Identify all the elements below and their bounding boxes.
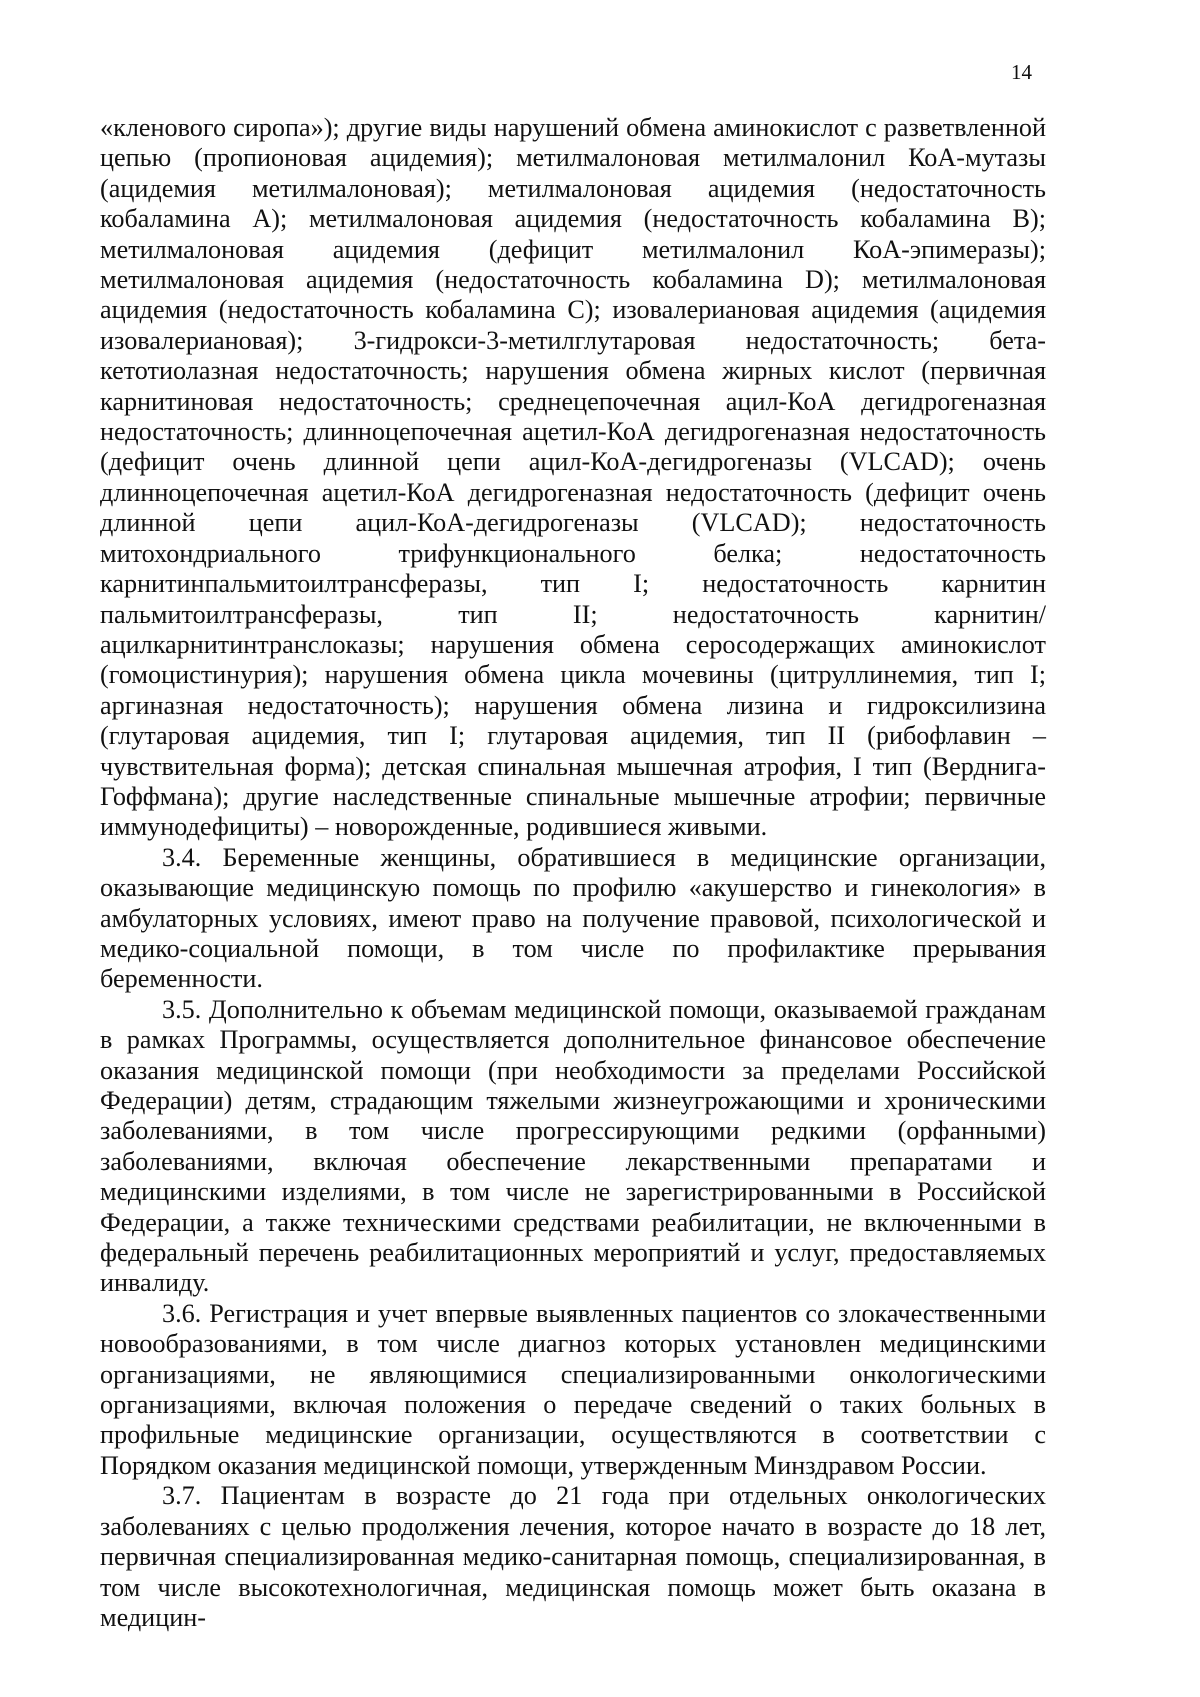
paragraph-3-6: 3.6. Регистрация и учет впервые выявленных пациентов со злокачественными новообразованиями, в том числе диагноз которых установлен медицинскими организациями, не являющимися специализированными онкологическими организациями, включая положения о передаче сведений о таких больных в профильные медицинские организации, осуществляются в соответствии с Порядком оказания медицинской помощи, утвержденным Минздравом России. (100, 1298, 1046, 1480)
paragraph-3-5: 3.5. Дополнительно к объемам медицинской помощи, оказываемой гражданам в рамках Программы, осуществляется дополнительное финансовое обеспечение оказания медицинской помощи (при необходимости за пределами Российской Федерации) детям, страдающим тяжелыми жизнеугрожающими и хроническими заболеваниями, в том числе прогрессирующими редкими (орфанными) заболеваниями, включая обеспечение лекарственными препаратами и медицинскими изделиями, в том числе не зарегистрированными в Российской Федерации, а также техническими средствами реабилитации, не включенными в федеральный перечень реабилитационных мероприятий и услуг, предоставляемых инвалиду. (100, 994, 1046, 1298)
paragraph-3-4: 3.4. Беременные женщины, обратившиеся в медицинские организации, оказывающие медицинскую помощь по профилю «акушерство и гинекология» в амбулаторных условиях, имеют право на получение правовой, психологической и медико-социальной помощи, в том числе по профилактике прерывания беременности. (100, 842, 1046, 994)
document-body (100, 113, 1046, 1633)
paragraph-3-7: 3.7. Пациентам в возрасте до 21 года при отдельных онкологических заболеваниях с целью продолжения лечения, которое начато в возрасте до 18 лет, первичная специализированная медико-санитарная помощь, специализированная, в том числе высокотехнологичная, медицинская помощь может быть оказана в медицин- (100, 1481, 1046, 1632)
page-number: 14 (1011, 60, 1032, 84)
paragraph-continuation: «кленового сиропа»); другие виды нарушений обмена аминокислот с разветвленной цепью (пропионовая ацидемия); метилмалоновая метилмалонил КоА-мутазы (ацидемия метилмалоновая); метилмалоновая ацидемия (недостаточность кобаламина А); метилмалоновая ацидемия (недостаточность кобаламина В); метилмалоновая ацидемия (дефицит метилмалонил КоА-эпимеразы); метилмалоновая ацидемия (недостаточность кобаламина D); метилмалоновая ацидемия (недостаточность кобаламина С); изовалериановая ацидемия (ацидемия изовалериановая); 3-гидрокси-3-метилглутаровая недостаточность; бета-кетотиолазная недостаточность; нарушения обмена жирных кислот (первичная карнитиновая недостаточность; среднецепочечная ацил-КоА дегидрогеназная недостаточность; длинноцепочечная ацетил-КоА дегидрогеназная недостаточность (дефицит очень длинной цепи ацил-КоА-дегидрогеназы (VLCAD); очень длинноцепочечная ацетил-КоА дегидрогеназная недостаточность (дефицит очень длинной цепи ацил-КоА-дегидрогеназы (VLCAD); недостаточность митохондриального трифункционального белка; недостаточность карнитинпальмитоилтрансферазы, тип I; недостаточность карнитин пальмитоилтрансферазы, тип II; недостаточность карнитин/ацилкарнитинтранслоказы; нарушения обмена серосодержащих аминокислот (гомоцистинурия); нарушения обмена цикла мочевины (цитруллинемия, тип I; аргиназная недостаточность); нарушения обмена лизина и гидроксилизина (глутаровая ацидемия, тип I; глутаровая ацидемия, тип II (рибофлавин – чувствительная форма); детская спинальная мышечная атрофия, I тип (Верднига-Гоффмана); другие наследственные спинальные мышечные атрофии; первичные иммунодефициты) – новорожденные, родившиеся живыми. (100, 113, 1046, 842)
